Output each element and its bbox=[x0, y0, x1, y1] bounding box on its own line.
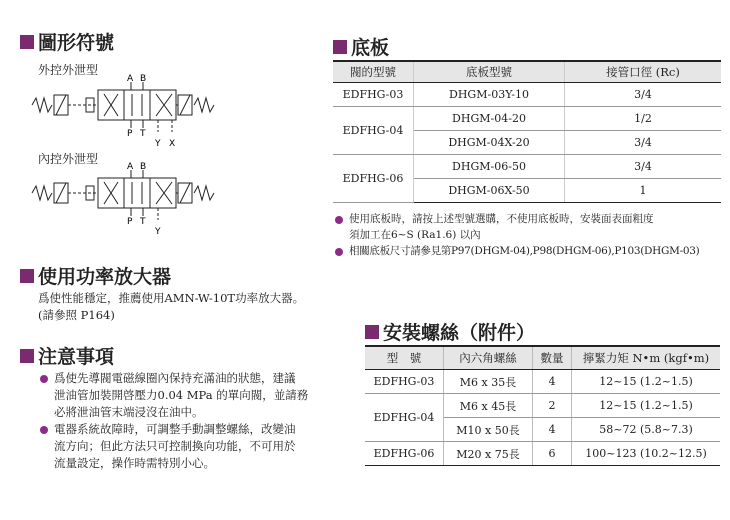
heading-square-icon bbox=[333, 40, 347, 54]
size-cell: 3/4 bbox=[565, 155, 722, 179]
note-item-1 bbox=[38, 370, 348, 421]
base-note-1a: 使用底板時，請按上述型號選購，不使用底板時，安裝面表面粗度 bbox=[349, 213, 654, 225]
note-line: 流方向；但此方法只可控制換向功能，不可用於 bbox=[54, 439, 296, 453]
port-t-label: T bbox=[140, 129, 146, 139]
size-cell: 3/4 bbox=[565, 83, 722, 107]
amp-text-1: 爲使性能穩定，推薦使用AMN-W-10T功率放大器。 bbox=[38, 291, 305, 305]
screw-cell: M10 x 50長 bbox=[444, 418, 533, 442]
col-header: 擰緊力矩 N•m (kgf•m) bbox=[572, 346, 721, 370]
note-line: 流量設定，操作時需特別小心。 bbox=[54, 456, 215, 470]
port-y-label: Y bbox=[155, 139, 161, 149]
bolt-table bbox=[365, 345, 720, 466]
screw-cell: M6 x 35長 bbox=[444, 370, 533, 394]
symbol-section-heading bbox=[20, 28, 114, 55]
amp-section-title: 使用功率放大器 bbox=[38, 266, 172, 288]
type2-label: 內控外泄型 bbox=[38, 152, 99, 166]
qty-cell: 4 bbox=[533, 370, 572, 394]
port-a-label-2: A bbox=[127, 162, 134, 172]
heading-square-icon bbox=[365, 325, 379, 339]
table-row bbox=[333, 155, 721, 179]
size-cell: 1/2 bbox=[565, 107, 722, 131]
bolt-section-heading bbox=[365, 318, 535, 345]
model-cell: EDFHG-03 bbox=[365, 370, 444, 394]
table-row bbox=[365, 370, 720, 394]
base-section-heading bbox=[333, 33, 389, 60]
valve-cell: EDFHG-03 bbox=[333, 83, 414, 107]
base-section-title: 底板 bbox=[351, 37, 390, 59]
note-item-2 bbox=[38, 421, 348, 472]
notes-section-title: 注意事項 bbox=[38, 346, 115, 368]
base-plate-table bbox=[333, 60, 721, 203]
table-row bbox=[333, 83, 721, 107]
port-y-label-2: Y bbox=[155, 227, 161, 237]
plate-cell: DHGM-06-50 bbox=[414, 155, 565, 179]
valve-cell: EDFHG-04 bbox=[333, 107, 414, 155]
port-x-label: X bbox=[169, 139, 176, 149]
size-cell: 1 bbox=[565, 179, 722, 203]
col-header: 型 號 bbox=[365, 346, 444, 370]
table-row bbox=[333, 107, 721, 131]
base-note-2-text: 相關底板尺寸請參見第P97(DHGM-04),P98(DHGM-06),P103(DHGM-03) bbox=[349, 245, 700, 257]
notes-section-heading bbox=[20, 342, 114, 369]
bolt-section-title: 安裝螺絲（附件） bbox=[383, 322, 536, 344]
note-line: 爲使先導閥電磁線圈內保持充滿油的狀態，建議 bbox=[54, 371, 296, 385]
torque-cell: 12~15 (1.2~1.5) bbox=[572, 394, 721, 418]
base-notes bbox=[333, 211, 725, 259]
valve-cell: EDFHG-06 bbox=[333, 155, 414, 203]
amp-text-2: (請參照 P164) bbox=[38, 308, 115, 322]
torque-cell: 12~15 (1.2~1.5) bbox=[572, 370, 721, 394]
col-header: 接管口徑 (Rc) bbox=[565, 61, 722, 83]
internal-pilot-symbol-diagram bbox=[28, 160, 228, 240]
port-b-label-2: B bbox=[140, 162, 147, 172]
amp-section-heading bbox=[20, 262, 171, 289]
port-p-label-2: P bbox=[127, 217, 133, 227]
qty-cell: 2 bbox=[533, 394, 572, 418]
heading-square-icon bbox=[20, 269, 34, 283]
port-a-label: A bbox=[127, 74, 134, 84]
port-t-label-2: T bbox=[140, 217, 146, 227]
port-p-label: P bbox=[127, 129, 133, 139]
size-cell: 3/4 bbox=[565, 131, 722, 155]
qty-cell: 4 bbox=[533, 418, 572, 442]
type1-label: 外控外泄型 bbox=[38, 63, 99, 77]
base-note-1 bbox=[333, 211, 725, 243]
model-cell: EDFHG-06 bbox=[365, 442, 444, 466]
screw-cell: M20 x 75長 bbox=[444, 442, 533, 466]
col-header: 底板型號 bbox=[414, 61, 565, 83]
amp-section-body bbox=[38, 290, 348, 324]
note-line: 泄油管加裝開啓壓力0.04 MPa 的單向閥，並請務 bbox=[54, 388, 309, 402]
torque-cell: 100~123 (10.2~12.5) bbox=[572, 442, 721, 466]
table-row bbox=[365, 394, 720, 418]
screw-cell: M6 x 45長 bbox=[444, 394, 533, 418]
plate-cell: DHGM-04X-20 bbox=[414, 131, 565, 155]
table-row bbox=[365, 442, 720, 466]
heading-square-icon bbox=[20, 349, 34, 363]
col-header: 內六角螺絲 bbox=[444, 346, 533, 370]
model-cell: EDFHG-04 bbox=[365, 394, 444, 442]
note-line: 必將泄油管末端浸沒在油中。 bbox=[54, 405, 204, 419]
note-line: 電器系統故障時，可調整手動調整螺絲，改變油 bbox=[54, 422, 296, 436]
torque-cell: 58~72 (5.8~7.3) bbox=[572, 418, 721, 442]
notes-list bbox=[38, 370, 348, 472]
col-header: 數量 bbox=[533, 346, 572, 370]
plate-cell: DHGM-03Y-10 bbox=[414, 83, 565, 107]
base-note-1b: 須加工在6~S (Ra1.6) 以內 bbox=[349, 229, 481, 241]
symbol-section-title: 圖形符號 bbox=[38, 32, 115, 54]
plate-cell: DHGM-06X-50 bbox=[414, 179, 565, 203]
heading-square-icon bbox=[20, 35, 34, 49]
plate-cell: DHGM-04-20 bbox=[414, 107, 565, 131]
external-pilot-symbol-diagram bbox=[28, 72, 228, 152]
qty-cell: 6 bbox=[533, 442, 572, 466]
port-b-label: B bbox=[140, 74, 147, 84]
base-note-2 bbox=[333, 243, 725, 259]
col-header: 閥的型號 bbox=[333, 61, 414, 83]
